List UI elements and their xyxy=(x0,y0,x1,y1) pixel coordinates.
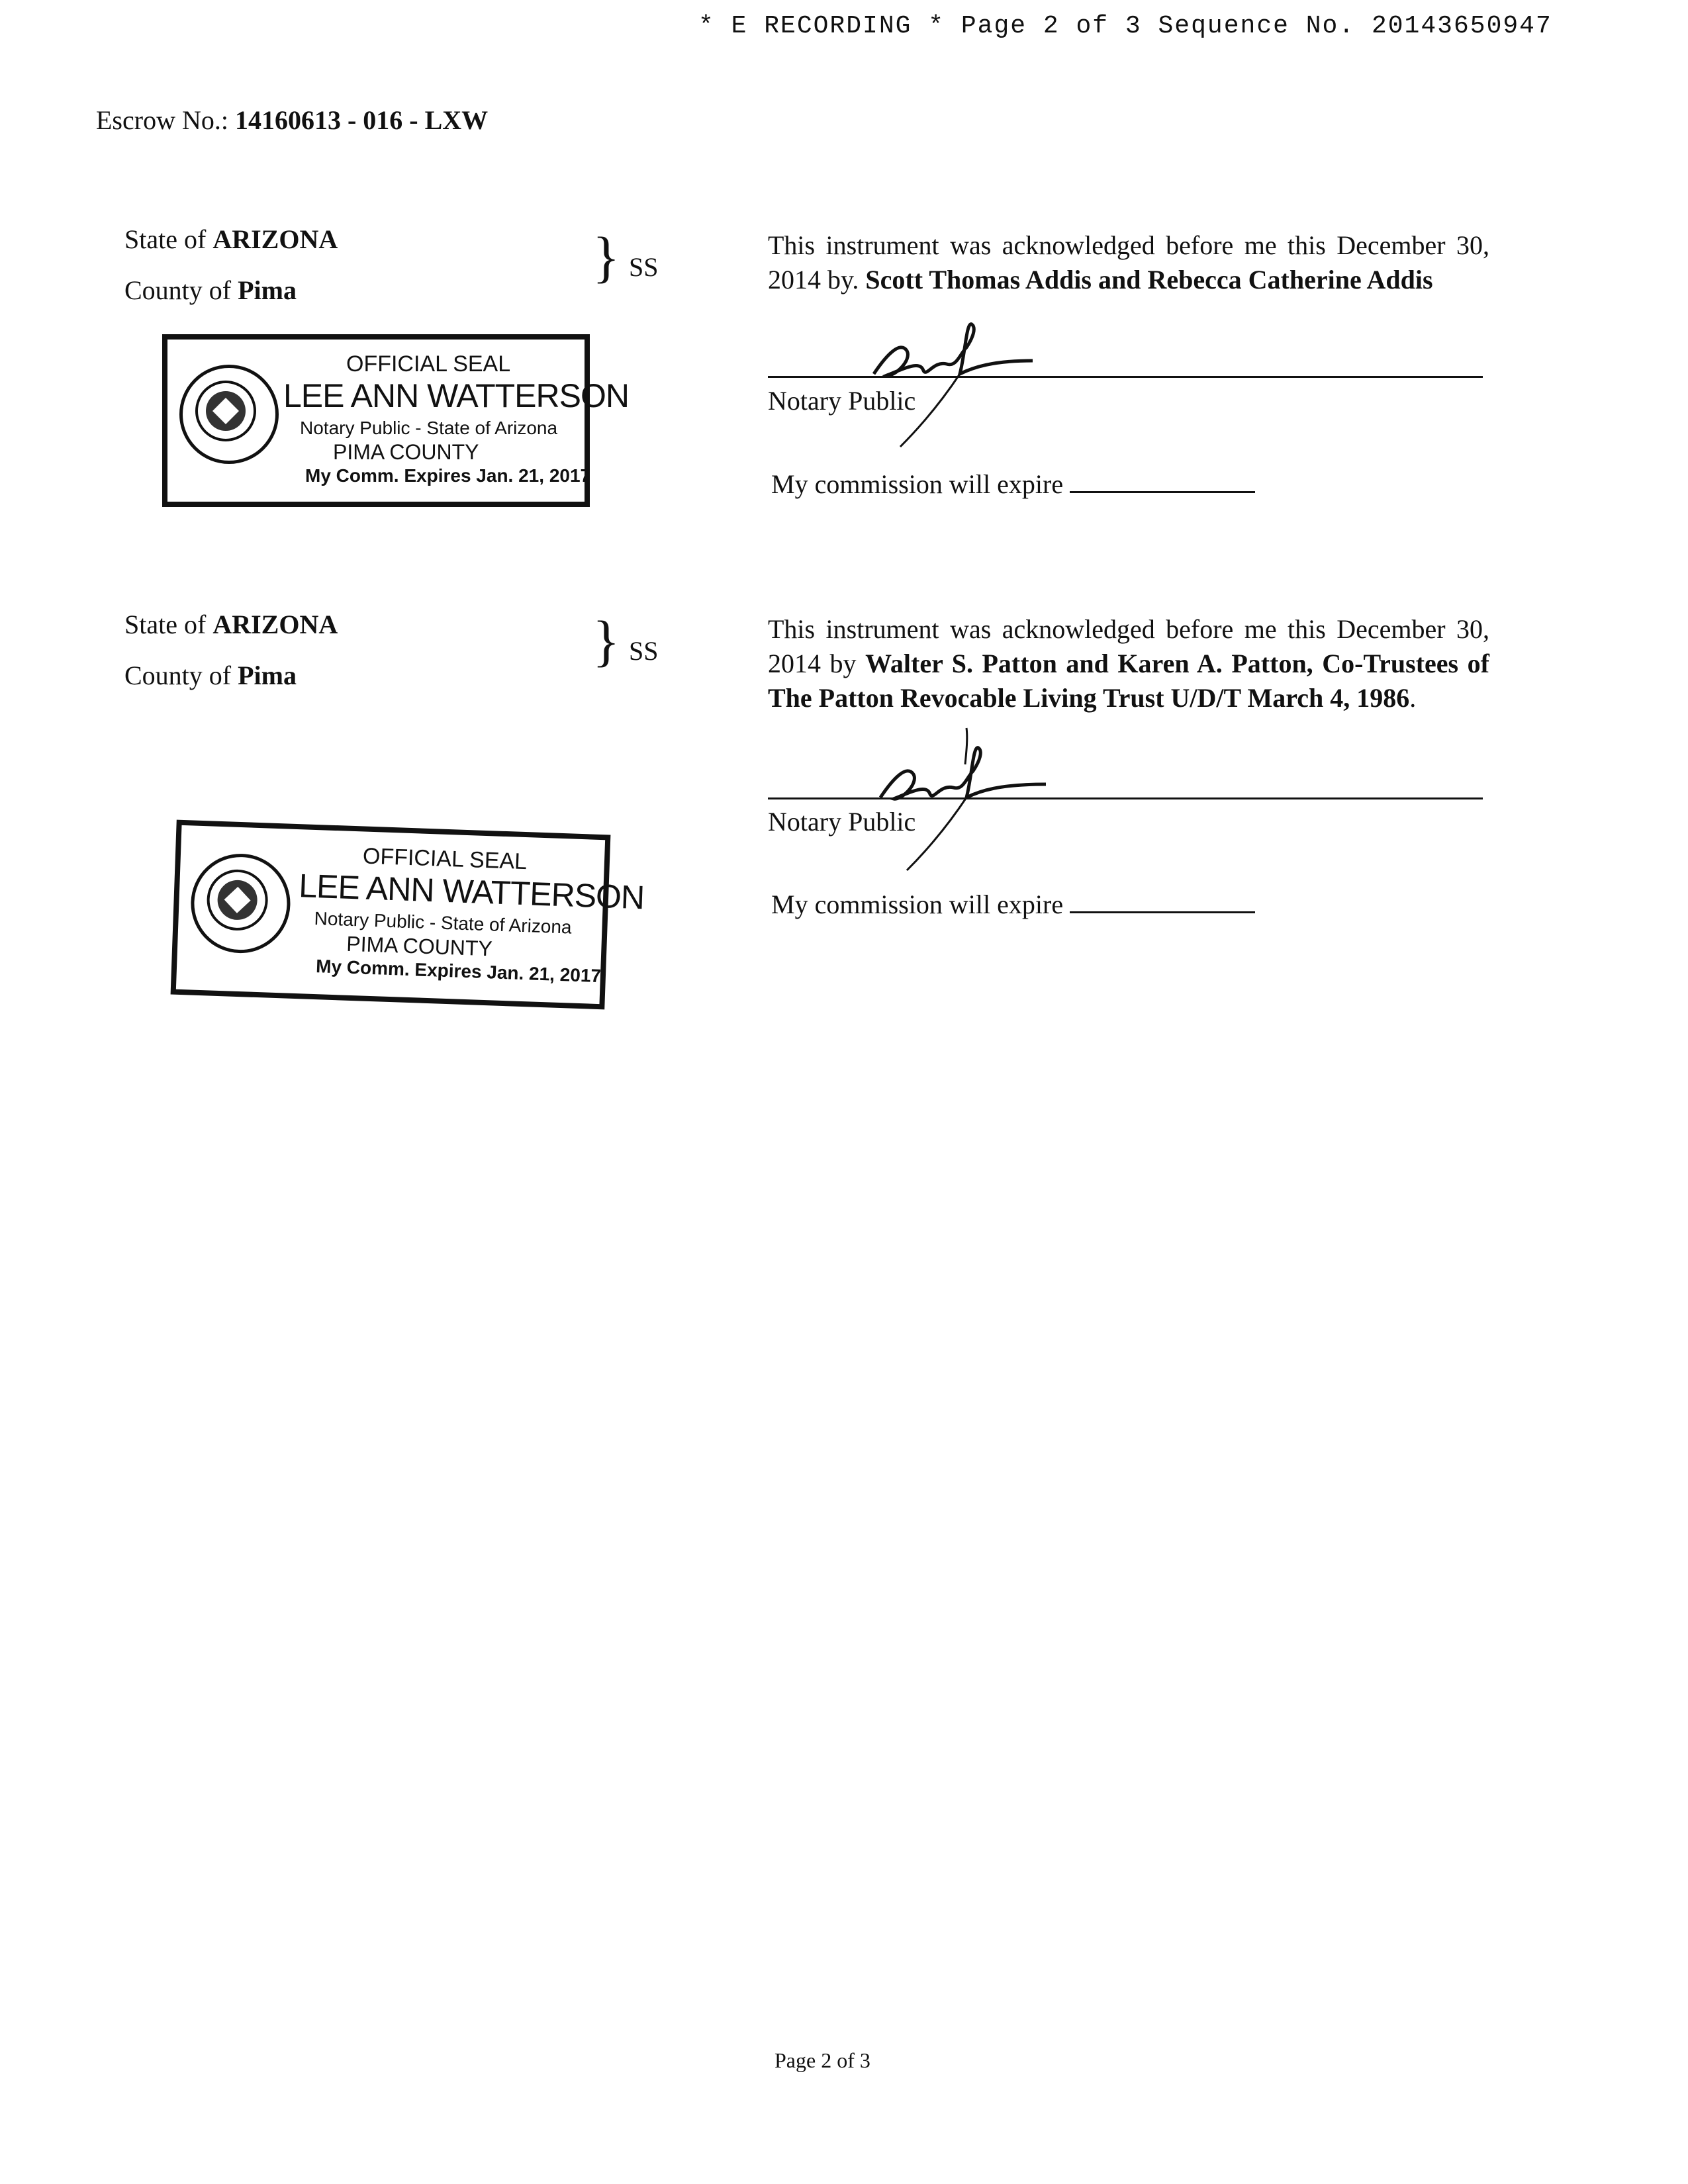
ack1-signature-line xyxy=(768,376,1483,378)
seal-name: LEE ANN WATTERSON xyxy=(298,867,645,917)
ack1-county-prefix: County of xyxy=(124,275,232,305)
ack2-state-prefix: State of xyxy=(124,610,207,639)
ack2-signature xyxy=(867,725,1059,877)
ack1-state-prefix: State of xyxy=(124,224,207,254)
ack1-state-line xyxy=(124,224,338,255)
ack2-text-lead: This instrument was acknowledged before me this December 30, 2014 by xyxy=(768,614,1489,678)
ack1-text xyxy=(768,228,1489,297)
ack2-notary-public-label: Notary Public xyxy=(768,807,916,837)
page-number-footer: Page 2 of 3 xyxy=(774,2048,870,2072)
seal-line1: Notary Public - State of Arizona xyxy=(314,907,573,938)
ack2-text-tail: . xyxy=(1409,683,1417,713)
seal-title: OFFICIAL SEAL xyxy=(362,843,528,875)
ack2-signature-line xyxy=(768,797,1483,799)
ack1-expire-line xyxy=(771,469,1255,500)
notary-seal-stamp-2 xyxy=(171,820,645,1010)
ack2-county-prefix: County of xyxy=(124,660,232,690)
ack2-text xyxy=(768,612,1489,715)
seal-line2: PIMA COUNTY xyxy=(346,931,493,961)
ack2-state-line xyxy=(124,609,338,640)
ack2-expire-label: My commission will expire xyxy=(771,889,1064,919)
ack1-brace: } xyxy=(592,225,620,289)
ack1-ss: SS xyxy=(629,252,659,282)
ack1-notary-public-label: Notary Public xyxy=(768,386,916,416)
ack1-state: ARIZONA xyxy=(212,224,338,254)
ack2-names: Walter S. Patton and Karen A. Patton, Co-Trustees of The Patton Revocable Living Trust U/D/T March 4, 1986 xyxy=(768,649,1490,713)
seal-emblem-icon xyxy=(189,852,292,955)
seal-line1: Notary Public - State of Arizona xyxy=(300,418,558,438)
seal-line2: PIMA COUNTY xyxy=(333,440,479,464)
seal-line3: My Comm. Expires Jan. 21, 2017 xyxy=(305,465,591,486)
ack1-county-line xyxy=(124,275,297,306)
ack2-brace: } xyxy=(592,609,620,672)
notary-seal-stamp-1 xyxy=(162,334,629,507)
seal-line3: My Comm. Expires Jan. 21, 2017 xyxy=(315,956,602,987)
ack1-text-lead: This instrument was acknowledged before me this December 30, 2014 by. xyxy=(768,230,1489,295)
seal-emblem-icon xyxy=(179,365,279,464)
ack2-expire-line xyxy=(771,889,1255,920)
recording-header: * E RECORDING * Page 2 of 3 Sequence No. 20143650947 xyxy=(698,12,1552,40)
ack1-signature xyxy=(861,314,1046,453)
escrow-label: Escrow No.: xyxy=(96,105,228,135)
ack1-expire-label: My commission will expire xyxy=(771,469,1064,499)
escrow-number: 14160613 - 016 - LXW xyxy=(234,105,489,135)
ack2-expire-blank xyxy=(1070,893,1255,913)
ack1-names: Scott Thomas Addis and Rebecca Catherine Addis xyxy=(865,265,1433,295)
ack2-county-line xyxy=(124,660,297,691)
ack1-expire-blank xyxy=(1070,473,1255,493)
ack2-county: Pima xyxy=(238,660,297,690)
ack2-ss: SS xyxy=(629,636,659,666)
seal-title: OFFICIAL SEAL xyxy=(346,351,511,377)
escrow-number-line xyxy=(96,105,488,136)
seal-name: LEE ANN WATTERSON xyxy=(283,377,629,414)
ack2-state: ARIZONA xyxy=(212,610,338,639)
ack1-county: Pima xyxy=(238,275,297,305)
